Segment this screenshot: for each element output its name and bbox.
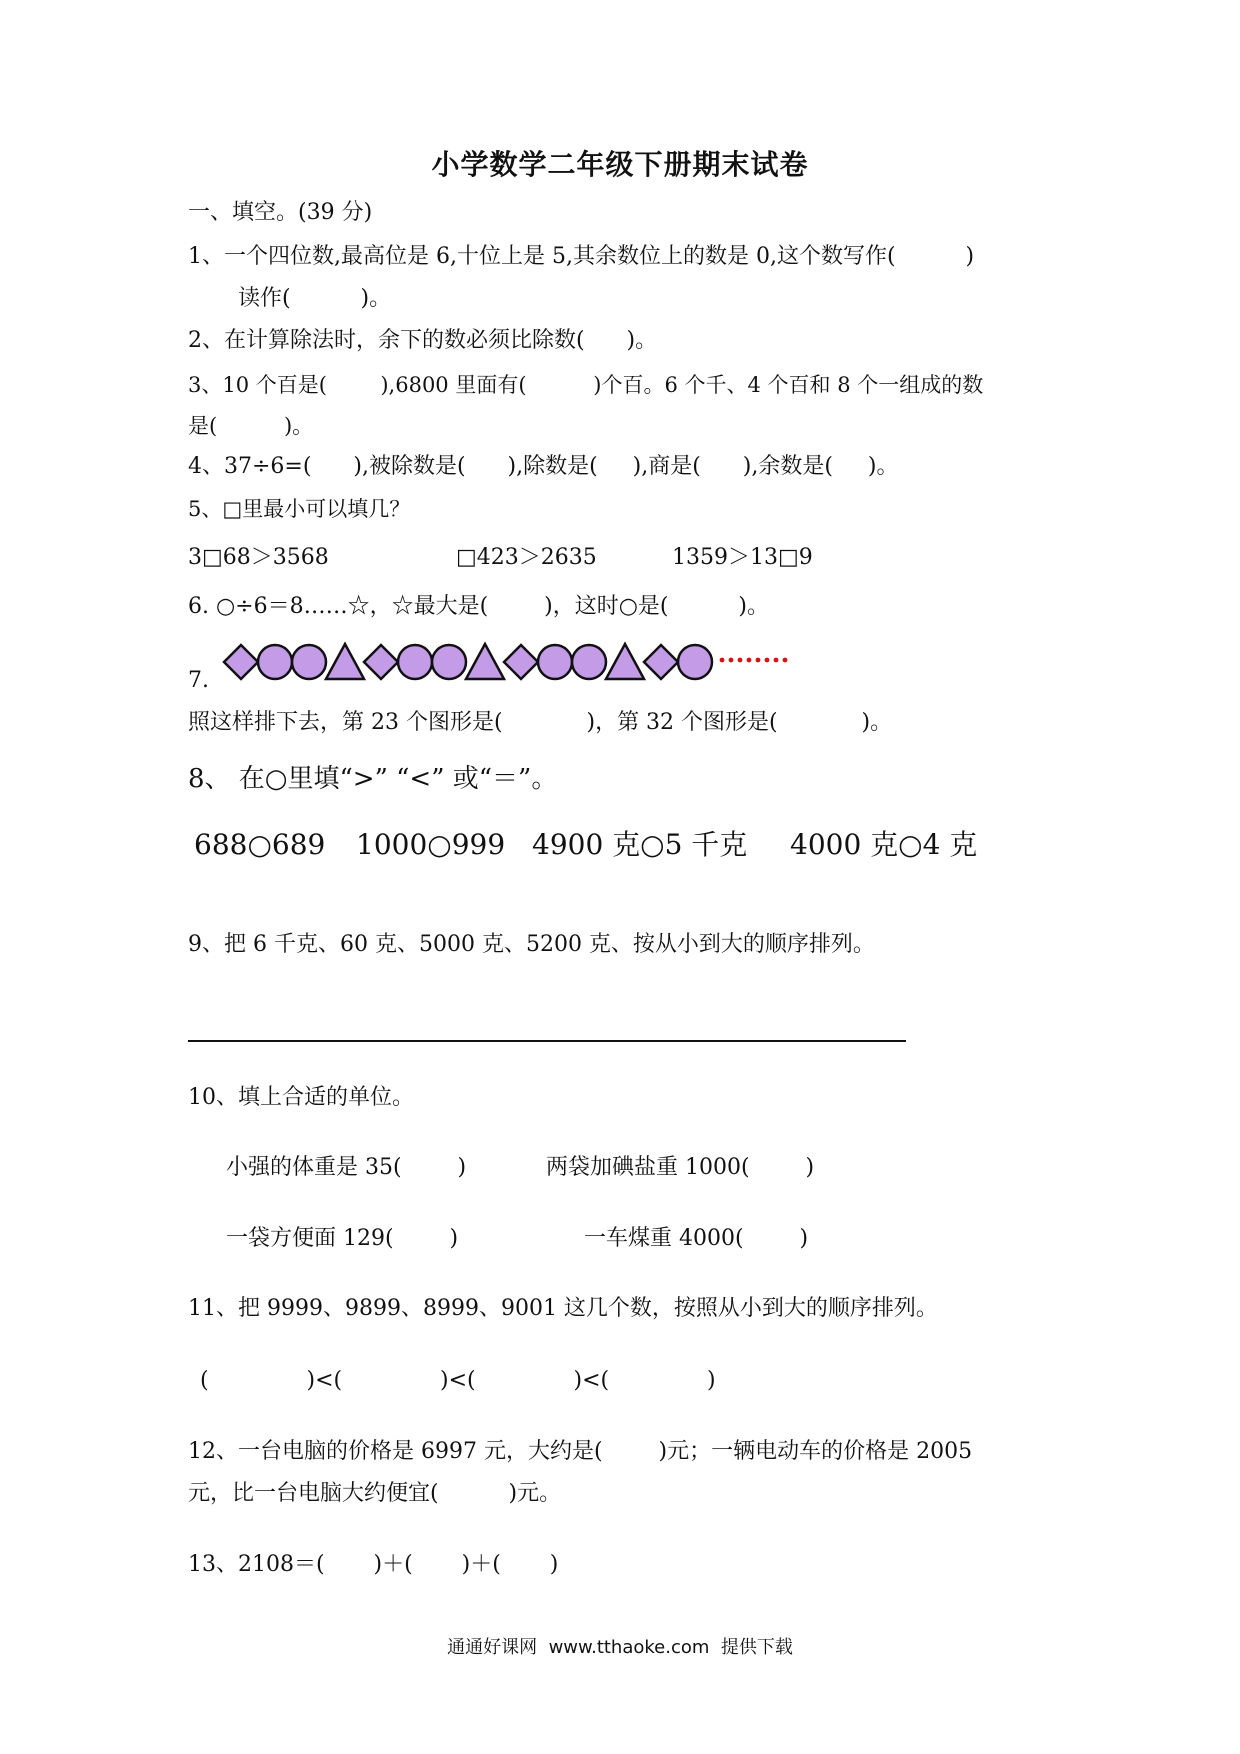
- sequence-diamond-icon: [644, 645, 678, 679]
- sequence-circle-icon: [538, 645, 572, 679]
- question-9: 9、把 6 千克、60 克、5000 克、5200 克、按从小到大的顺序排列。: [188, 932, 875, 957]
- continuation-dot: [729, 658, 734, 663]
- question-12-continued: 元，比一台电脑大约便宜( )元。: [188, 1481, 562, 1506]
- question-5: 5、□里最小可以填几？: [188, 497, 411, 521]
- continuation-dot: [774, 658, 779, 663]
- sequence-triangle-icon: [466, 644, 504, 679]
- sequence-circle-icon: [678, 645, 712, 679]
- question-5-item: □423＞2635: [456, 545, 597, 570]
- question-7: 照这样排下去，第 23 个图形是( )，第 32 个图形是( )。: [188, 710, 893, 735]
- question-11: 11、把 9999、9899、8999、9001 这几个数，按照从小到大的顺序排列。: [188, 1296, 938, 1321]
- question-13: 13、2108＝( )＋( )＋( ): [188, 1552, 559, 1577]
- continuation-dot: [756, 658, 761, 663]
- continuation-dot: [783, 658, 788, 663]
- question-7-label: 7.: [188, 668, 209, 693]
- question-10-item: 两袋加碘盐重 1000( ): [546, 1155, 815, 1180]
- question-2: 2、在计算除法时，余下的数必须比除数( )。: [188, 328, 658, 353]
- continuation-dot: [747, 658, 752, 663]
- question-8-item: 688○689: [194, 828, 326, 861]
- footer: 通通好课网 www.tthaoke.com 提供下载: [447, 1637, 793, 1658]
- question-5-item: 1359＞13□9: [672, 545, 813, 570]
- sequence-diamond-icon: [224, 645, 258, 679]
- question-12: 12、一台电脑的价格是 6997 元，大约是( )元；一辆电动车的价格是 2005: [188, 1439, 973, 1464]
- question-8-item: 4000 克○4 克: [790, 828, 978, 861]
- sequence-diamond-icon: [504, 645, 538, 679]
- question-11-blanks: ( )<( )<( )<( ): [200, 1368, 716, 1393]
- sequence-circle-icon: [572, 645, 606, 679]
- shape-sequence: [222, 640, 822, 684]
- question-10-item: 小强的体重是 35( ): [226, 1155, 467, 1180]
- sequence-triangle-icon: [606, 644, 644, 679]
- question-8-item: 4900 克○5 千克: [532, 828, 748, 861]
- sequence-circle-icon: [258, 645, 292, 679]
- question-8-item: 1000○999: [356, 828, 506, 861]
- question-1-continued: 读作( )。: [238, 286, 392, 311]
- sequence-circle-icon: [432, 645, 466, 679]
- sequence-circle-icon: [398, 645, 432, 679]
- question-3: 3、10 个百是( ),6800 里面有( )个百。6 个千、4 个百和 8 个一组成的数: [188, 373, 984, 397]
- continuation-dot: [738, 658, 743, 663]
- sequence-diamond-icon: [364, 645, 398, 679]
- question-6: 6. ○÷6＝8……☆，☆最大是( )，这时○是( )。: [188, 594, 770, 619]
- question-1: 1、一个四位数,最高位是 6,十位上是 5,其余数位上的数是 0,这个数写作( ): [188, 244, 975, 269]
- question-10-item: 一袋方便面 129( ): [226, 1226, 459, 1251]
- sequence-triangle-icon: [326, 644, 364, 679]
- question-8: 8、 在○里填“>” “<” 或“＝”。: [188, 764, 558, 794]
- continuation-dot: [765, 658, 770, 663]
- section-heading: 一、填空。(39 分): [188, 200, 373, 225]
- page-title: 小学数学二年级下册期末试卷: [431, 148, 809, 181]
- question-10-item: 一车煤重 4000( ): [584, 1226, 809, 1251]
- question-10: 10、填上合适的单位。: [188, 1085, 414, 1110]
- question-5-item: 3□68＞3568: [188, 545, 329, 570]
- sequence-circle-icon: [292, 645, 326, 679]
- question-3-continued: 是( )。: [188, 414, 314, 438]
- continuation-dot: [720, 658, 725, 663]
- answer-line: [188, 1040, 906, 1042]
- question-4: 4、37÷6=( ),被除数是( ),除数是( ),商是( ),余数是( )。: [188, 454, 899, 479]
